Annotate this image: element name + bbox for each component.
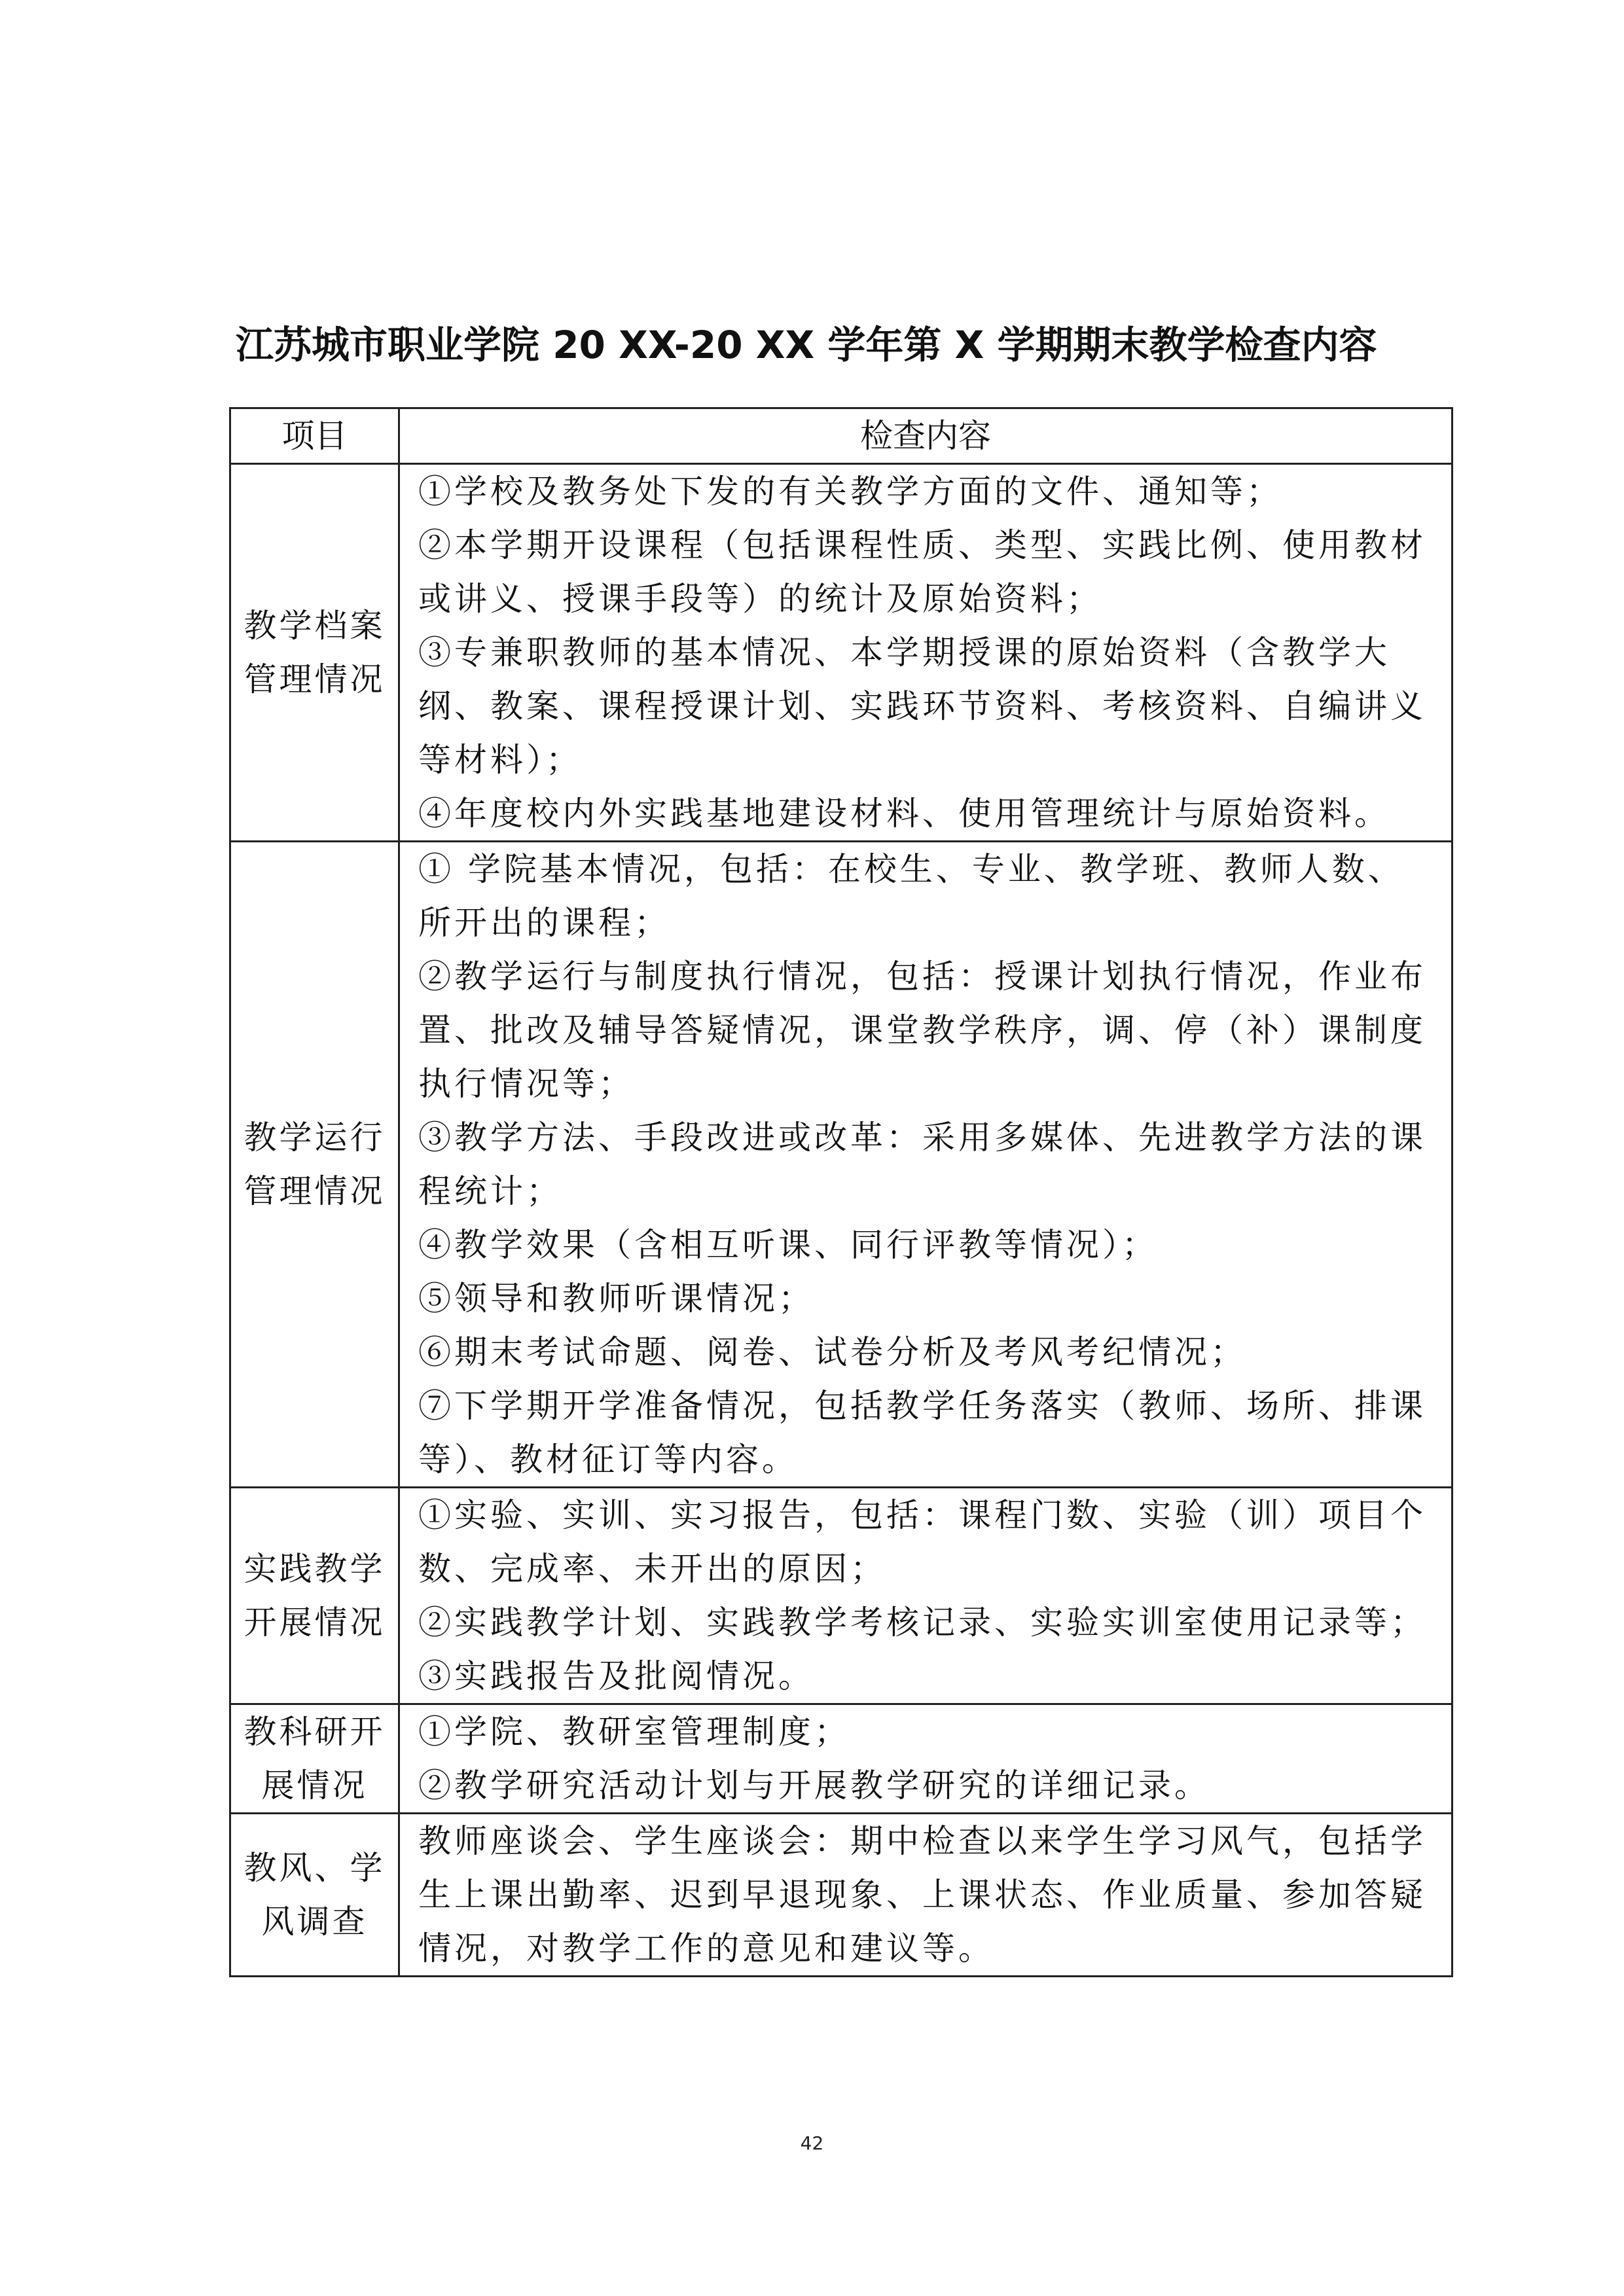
item-cell: 教学档案管理情况: [230, 464, 399, 842]
table-row: [230, 1488, 1453, 1704]
content-line: ④年度校内外实践基地建设材料、使用管理统计与原始资料。: [418, 795, 1390, 833]
content-line: ①学院、教研室管理制度；: [418, 1713, 850, 1751]
content-cell: [399, 842, 1453, 1488]
content-line: ④教学效果（含相互听课、同行评教等情况）；: [418, 1226, 1158, 1264]
column-header-content: 检查内容: [399, 408, 1453, 464]
table-row: [230, 464, 1453, 842]
column-header-item: 项目: [230, 408, 399, 464]
content-line: ②实践教学计划、实践教学考核记录、实验实训室使用记录等；: [418, 1604, 1426, 1641]
content-line: ⑥期末考试命题、阅卷、试卷分析及考风考纪情况；: [418, 1333, 1246, 1371]
content-cell: [399, 464, 1453, 842]
content-line: ①学校及教务处下发的有关教学方面的文件、通知等；: [418, 473, 1282, 511]
item-cell: 教学运行管理情况: [230, 842, 399, 1488]
page-title: 江苏城市职业学院 20 XX-20 XX 学年第 X 学期期末教学检查内容: [236, 323, 1377, 367]
content-line: ① 学院基本情况，包括：在校生、专业、教学班、教师人数、所开出的课程；: [418, 850, 1404, 942]
content-line: ②教学研究活动计划与开展教学研究的详细记录。: [418, 1767, 1210, 1804]
content-line: ②教学运行与制度执行情况，包括：授课计划执行情况，作业布置、批改及辅导答疑情况，课堂教学秩序，调、停（补）课制度执行情况等；: [418, 958, 1426, 1103]
content-line: ⑦下学期开学准备情况，包括教学任务落实（教师、场所、排课等）、教材征订等内容。: [418, 1387, 1426, 1479]
content-line: ③专兼职教师的基本情况、本学期授课的原始资料（含教学大纲、教案、课程授课计划、实践环节资料、考核资料、自编讲义等材料）；: [418, 634, 1426, 779]
table-row: [230, 1704, 1453, 1814]
table-header-row: [230, 408, 1453, 464]
item-cell: 教风、学风调查: [230, 1814, 399, 1977]
content-line: ②本学期开设课程（包括课程性质、类型、实践比例、使用教材或讲义、授课手段等）的统计及原始资料；: [418, 526, 1426, 618]
content-line: ⑤领导和教师听课情况；: [418, 1280, 814, 1318]
content-cell: [399, 1814, 1453, 1977]
content-line: 教师座谈会、学生座谈会：期中检查以来学生学习风气，包括学生上课出勤率、迟到早退现象、上课状态、作业质量、参加答疑情况，对教学工作的意见和建议等。: [418, 1822, 1426, 1967]
table-row: [230, 842, 1453, 1488]
content-cell: [399, 1704, 1453, 1814]
page-number: 42: [800, 2132, 824, 2154]
content-line: ③实践报告及批阅情况。: [418, 1657, 814, 1695]
content-cell: [399, 1488, 1453, 1704]
content-line: ①实验、实训、实习报告，包括：课程门数、实验（训）项目个数、完成率、未开出的原因；: [418, 1496, 1426, 1588]
table-row: [230, 1814, 1453, 1977]
inspection-table: [229, 407, 1453, 1977]
item-cell: 教科研开展情况: [230, 1704, 399, 1814]
item-cell: 实践教学开展情况: [230, 1488, 399, 1704]
content-line: ③教学方法、手段改进或改革：采用多媒体、先进教学方法的课程统计；: [418, 1119, 1426, 1210]
